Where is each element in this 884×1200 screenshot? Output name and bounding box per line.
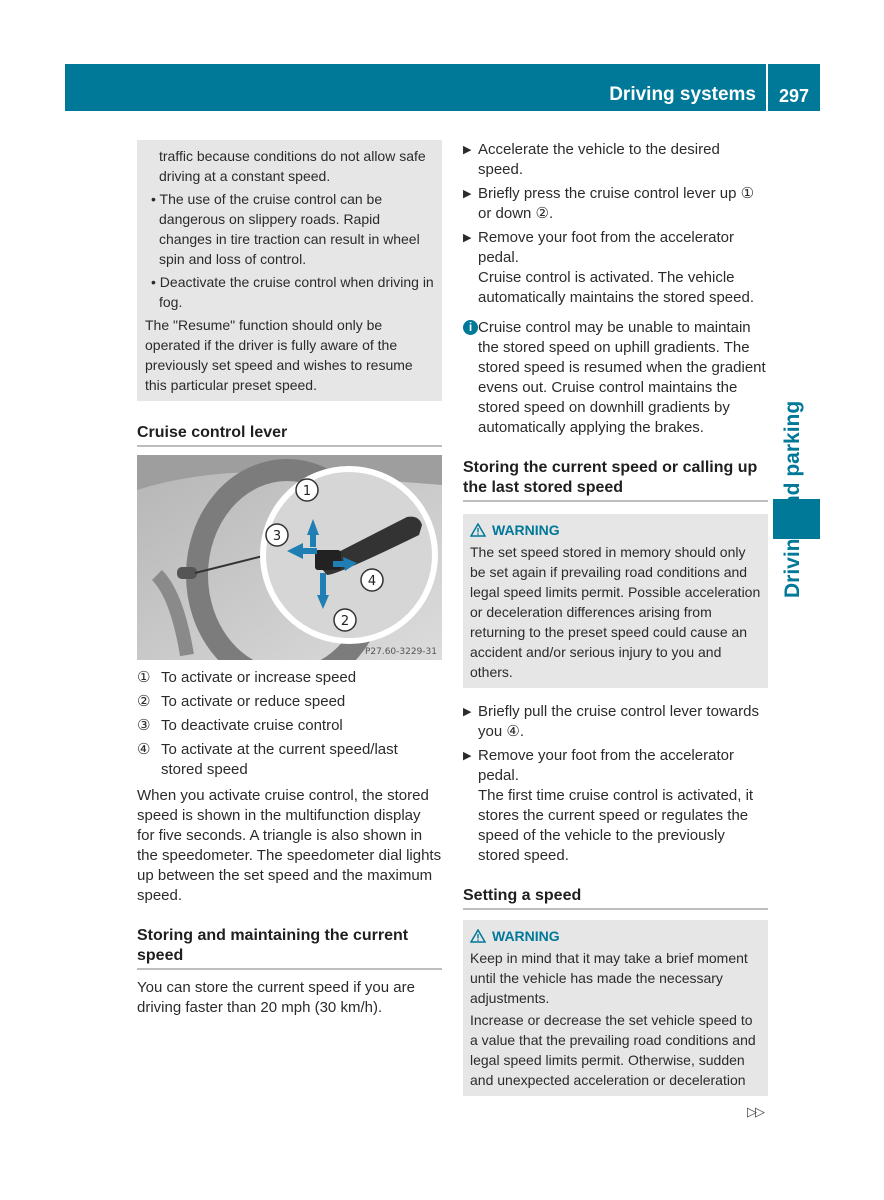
svg-text:4: 4: [367, 574, 377, 589]
heading-storing-maintaining: Storing and maintaining the current speed: [137, 926, 442, 970]
note-continuation: traffic because conditions do not allow safe driving at a constant speed.: [159, 148, 426, 184]
step: ▶ Accelerate the vehicle to the desired speed.: [463, 141, 720, 178]
svg-text:3: 3: [272, 529, 282, 544]
heading-storing-calling-up: Storing the current speed or calling up the last stored speed: [463, 458, 768, 502]
heading-cruise-control-lever: Cruise control lever: [137, 423, 442, 447]
step: ▶ Remove your foot from the accelerator pedal. The first time cruise control is activated, it stores the current speed or regulates the speed of the vehicle to the previously stored speed.: [463, 747, 754, 864]
warning-title: WARNING: [470, 520, 761, 540]
right-column: [463, 140, 768, 1096]
legend-item: ③ To deactivate cruise control: [137, 717, 343, 734]
legend-item: ① To activate or increase speed: [137, 669, 357, 686]
warning-title: WARNING: [470, 926, 761, 946]
note-box: [137, 140, 442, 401]
warning-text: The set speed stored in memory should only be set again if prevailing road conditions and legal speed limits permit. Possible acceleration or deceleration differences arising from returning to the preset speed could cause an accident and/or serious injury to you and others.: [470, 544, 761, 680]
warning-box: [463, 920, 768, 1096]
page-number: 297: [778, 86, 809, 106]
cruise-lever-illustration: [137, 455, 442, 660]
info-note: i Cruise control may be unable to maintain the stored speed on uphill gradients. The stored speed is resumed when the gradient evens out. Cruise control maintains the stored speed on downhill gradients by automatically applying the brakes.: [463, 318, 768, 438]
legend-item: ④ To activate at the current speed/last stored speed: [137, 741, 398, 778]
cruise-lever-figure: [137, 455, 442, 660]
info-icon: i: [463, 320, 478, 335]
section-title: Driving systems: [609, 84, 756, 105]
note-paragraph: The "Resume" function should only be operated if the driver is fully aware of the previously set speed and wishes to resume this particular preset speed.: [145, 317, 413, 393]
svg-text:1: 1: [302, 484, 312, 499]
callout-4: [361, 569, 383, 591]
left-column: [137, 140, 442, 1018]
callout-1: [296, 479, 318, 501]
heading-setting-speed: Setting a speed: [463, 886, 768, 910]
continue-mark: ▷▷: [747, 1104, 763, 1119]
callout-3: [266, 524, 288, 546]
callout-2: [334, 609, 356, 631]
step: ▶ Remove your foot from the accelerator pedal. Cruise control is activated. The vehicle automatically maintains the stored speed.: [463, 229, 754, 306]
note-bullet: • Deactivate the cruise control when driving in fog.: [151, 274, 434, 310]
step: ▶ Briefly press the cruise control lever up ① or down ②.: [463, 185, 755, 222]
storing-paragraph: You can store the current speed if you are driving faster than 20 mph (30 km/h).: [137, 979, 415, 1016]
legend-item: ② To activate or reduce speed: [137, 693, 346, 710]
warning-box: [463, 514, 768, 688]
step: ▶ Briefly pull the cruise control lever towards you ④.: [463, 703, 759, 740]
warning-text: Keep in mind that it may take a brief moment until the vehicle has made the necessary adjustments.: [470, 950, 748, 1006]
activation-paragraph: When you activate cruise control, the stored speed is shown in the multifunction display for five seconds. A triangle is also shown in the speedometer. The speedometer dial lights up between the set speed and the maximum speed.: [137, 787, 442, 904]
header-divider: [766, 64, 768, 111]
warning-text: Increase or decrease the set vehicle speed to a value that the prevailing road conditions and legal speed limits permit. Otherwise, sudden and unexpected acceleration or deceleration: [470, 1012, 756, 1088]
figure-code: P27.60-3229-31: [364, 647, 437, 657]
side-tab-marker: [773, 499, 820, 539]
svg-text:2: 2: [340, 614, 350, 629]
warning-triangle-icon: [470, 523, 486, 537]
legend: [137, 668, 442, 780]
note-bullet: • The use of the cruise control can be dangerous on slippery roads. Rapid changes in tire traction can result in wheel spin and loss of control.: [151, 191, 420, 267]
page-header: [65, 64, 820, 111]
side-tab: [773, 110, 820, 500]
warning-triangle-icon: [470, 929, 486, 943]
steps-2: [463, 702, 768, 866]
